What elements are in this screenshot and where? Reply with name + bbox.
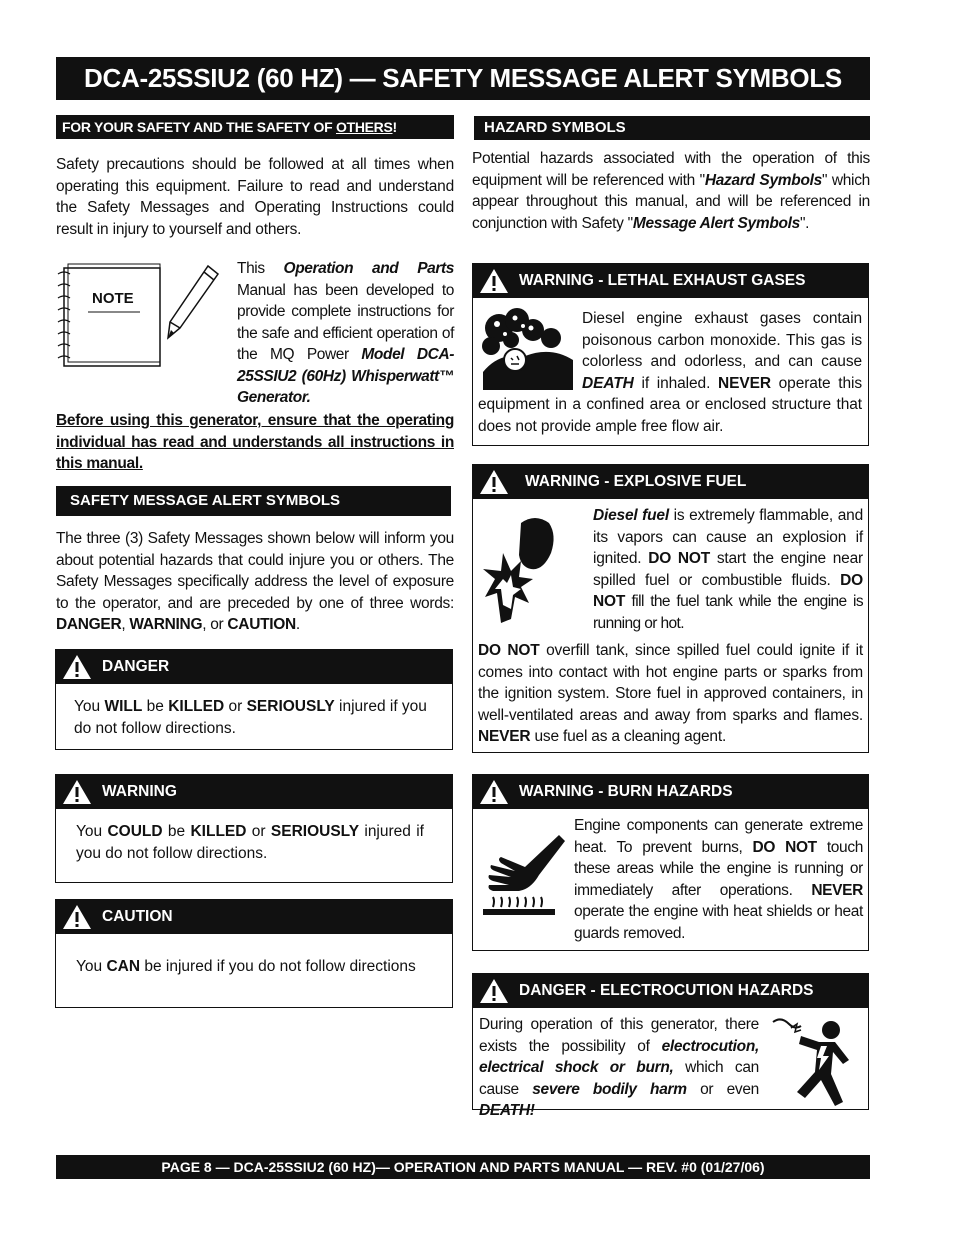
electro-t2: electrocution, electrical shock or burn, bbox=[479, 1037, 759, 1076]
hazard-p3: " which appear throughout this manual, and will be referenced in conjunction with Safety " bbox=[472, 171, 870, 232]
danger-header bbox=[56, 650, 452, 684]
exhaust-box bbox=[472, 263, 869, 446]
burn-t4: NEVER bbox=[811, 881, 863, 899]
warning-t6: SERIOUSLY bbox=[270, 823, 360, 840]
before-using-text: Before using this generator, ensure that the operating individual has read and understands all instructions in this manual. bbox=[56, 412, 454, 472]
burn-text bbox=[574, 815, 863, 944]
sma-paragraph bbox=[56, 528, 454, 636]
warning-header bbox=[56, 775, 452, 809]
warning-box bbox=[55, 774, 453, 883]
electro-t5: or even bbox=[686, 1080, 760, 1098]
warning-t2: COULD bbox=[107, 823, 163, 840]
page-footer: PAGE 8 — DCA-25SSIU2 (60 HZ)— OPERATION AND PARTS MANUAL — REV. #0 (01/27/06) bbox=[56, 1155, 870, 1179]
fuel-text-top bbox=[593, 505, 863, 634]
sma-end: . bbox=[295, 616, 300, 633]
sma-sep2: , or bbox=[202, 616, 228, 633]
page-title: DCA-25SSIU2 (60 HZ) — SAFETY MESSAGE ALERT SYMBOLS bbox=[56, 57, 870, 100]
burn-t3: touch these areas while the engine is running or immediately after operations. bbox=[574, 838, 863, 899]
caution-t3: be injured if you do not follow directions bbox=[140, 958, 416, 975]
electro-header bbox=[473, 974, 868, 1008]
sma-danger: DANGER bbox=[56, 616, 122, 633]
sma-p1: The three (3) Safety Messages shown below will inform you about potential hazards that could injure you or others. The Safety Messages specifically address the level of exposure to the operator, and are preceded by one of three words: bbox=[56, 530, 454, 612]
exhaust-t4: NEVER bbox=[718, 374, 771, 392]
notebook-icon bbox=[52, 262, 162, 370]
fuel-t5: DO NOT bbox=[593, 571, 863, 610]
exhaust-header bbox=[473, 264, 868, 298]
danger-t6: SERIOUSLY bbox=[246, 698, 335, 715]
caution-t2: CAN bbox=[106, 958, 141, 975]
hazard-header: HAZARD SYMBOLS bbox=[474, 116, 870, 140]
warning-t5: or bbox=[246, 823, 271, 840]
danger-t3: be bbox=[142, 698, 169, 715]
warning-triangle-icon bbox=[479, 978, 509, 1004]
fuel-t8: overfill tank, since spilled fuel could ignite if it comes into contact with hot engine parts or sparks from the ignition system. Store fuel in approved containers, in well-ventilated areas and away from sparks and flames. bbox=[478, 642, 864, 724]
fuel-label: WARNING - EXPLOSIVE FUEL bbox=[525, 473, 747, 490]
note-label: NOTE bbox=[92, 290, 134, 307]
fuel-t3: DO NOT bbox=[648, 550, 711, 567]
electro-t1: During operation of this generator, there exists the possibility of bbox=[479, 1016, 759, 1055]
safety-header-post: ! bbox=[392, 119, 397, 135]
warning-triangle-icon bbox=[62, 654, 92, 680]
exhaust-t1: Diesel engine exhaust gases contain poisonous carbon monoxide. This gas is colorless and odorless, and can cause bbox=[582, 310, 862, 370]
caution-text bbox=[76, 956, 436, 978]
burn-t5: operate the engine with heat shields or heat guards removed. bbox=[574, 903, 863, 942]
warning-t3: be bbox=[162, 823, 191, 840]
burn-label: WARNING - BURN HAZARDS bbox=[519, 783, 733, 800]
electro-t6: DEATH! bbox=[479, 1102, 535, 1119]
fuel-t1: Diesel fuel bbox=[593, 507, 669, 524]
exhaust-text bbox=[478, 308, 862, 437]
danger-t5: or bbox=[224, 698, 247, 715]
exhaust-t5: operate this equipment in a confined area or enclosed structure that does not provide ample free flow air. bbox=[478, 374, 862, 435]
pencil-icon bbox=[160, 262, 222, 342]
sma-header: SAFETY MESSAGE ALERT SYMBOLS bbox=[56, 486, 451, 516]
hazard-p1: Potential hazards associated with the operation of this equipment will be referenced with " bbox=[472, 150, 870, 189]
burn-box bbox=[472, 774, 869, 951]
burn-t2: DO NOT bbox=[752, 838, 817, 856]
note-text-3: Manual has been developed to provide complete instructions for the safe and efficient operation of the MQ Power bbox=[237, 281, 454, 363]
sma-warning: WARNING bbox=[129, 616, 203, 633]
warning-t4: KILLED bbox=[190, 823, 247, 840]
fuel-box bbox=[472, 464, 869, 753]
electro-t3: which can cause bbox=[479, 1059, 759, 1098]
note-text-4: Model DCA-25SSIU2 (60Hz) Whisperwatt™ Generator. bbox=[237, 346, 454, 406]
warning-triangle-icon bbox=[479, 268, 509, 294]
safety-paragraph: Safety precautions should be followed at all times when operating this equipment. Failure to read and understand the Safety Messages and Operating Instructions could result in injury to yourself and others. bbox=[56, 156, 454, 238]
electro-t4: severe bodily harm bbox=[532, 1080, 687, 1098]
caution-t1: You bbox=[76, 958, 107, 975]
caution-label: CAUTION bbox=[102, 908, 173, 925]
note-text-2: Operation and Parts bbox=[283, 260, 454, 277]
electrocution-icon bbox=[771, 1016, 863, 1108]
explosion-icon bbox=[481, 513, 561, 623]
exhaust-float bbox=[478, 308, 582, 390]
danger-box bbox=[55, 649, 453, 750]
fuel-header bbox=[473, 465, 868, 499]
fuel-t7: DO NOT bbox=[478, 642, 540, 659]
sma-sep1: , bbox=[121, 616, 130, 633]
fuel-t6: fill the fuel tank while the engine is running or hot. bbox=[593, 593, 863, 632]
danger-t2: WILL bbox=[104, 698, 143, 715]
fuel-t2: is extremely flammable, and its vapors can cause an explosion if ignited. bbox=[593, 507, 863, 567]
burn-header bbox=[473, 775, 868, 809]
danger-t4: KILLED bbox=[168, 698, 225, 715]
electro-text bbox=[479, 1014, 759, 1122]
exhaust-t3: if inhaled. bbox=[633, 374, 719, 392]
sma-caution: CAUTION bbox=[227, 616, 296, 633]
hot-surface-hand-icon bbox=[479, 831, 565, 917]
note-text-1: This bbox=[237, 260, 284, 277]
electro-label: DANGER - ELECTROCUTION HAZARDS bbox=[519, 982, 814, 999]
fuel-t10: use fuel as a cleaning agent. bbox=[530, 728, 727, 745]
warning-t7: injured if you do not follow directions. bbox=[76, 823, 424, 862]
safety-header bbox=[56, 115, 454, 139]
hazard-p4: Message Alert Symbols bbox=[632, 214, 800, 232]
warning-triangle-icon bbox=[62, 779, 92, 805]
warning-label: WARNING bbox=[102, 783, 177, 800]
hazard-p2: Hazard Symbols bbox=[704, 171, 822, 189]
warning-triangle-icon bbox=[62, 904, 92, 930]
danger-t7: injured if you do not follow directions. bbox=[74, 698, 427, 737]
hazard-p5: ". bbox=[799, 214, 810, 232]
hazard-paragraph bbox=[472, 148, 870, 234]
exhaust-label: WARNING - LETHAL EXHAUST GASES bbox=[519, 272, 806, 289]
safety-header-others: OTHERS bbox=[335, 119, 393, 135]
burn-t1: Engine components can generate extreme heat. To prevent burns, bbox=[574, 817, 863, 856]
warning-triangle-icon bbox=[479, 469, 509, 495]
warning-text bbox=[76, 821, 424, 864]
fuel-t4: start the engine near spilled fuel or combustible fluids. bbox=[593, 550, 863, 589]
fuel-text-bottom bbox=[478, 640, 863, 748]
note-text bbox=[237, 258, 454, 409]
caution-box bbox=[55, 899, 453, 1008]
fuel-t9: NEVER bbox=[478, 728, 531, 745]
danger-text bbox=[74, 696, 434, 739]
warning-t1: You bbox=[76, 823, 108, 840]
caution-header bbox=[56, 900, 452, 934]
warning-triangle-icon bbox=[479, 779, 509, 805]
exhaust-t2: DEATH bbox=[582, 374, 634, 392]
safety-header-pre: FOR YOUR SAFETY AND THE SAFETY OF bbox=[62, 119, 336, 135]
danger-label: DANGER bbox=[102, 658, 170, 675]
electro-box bbox=[472, 973, 869, 1119]
danger-t1: You bbox=[74, 698, 105, 715]
